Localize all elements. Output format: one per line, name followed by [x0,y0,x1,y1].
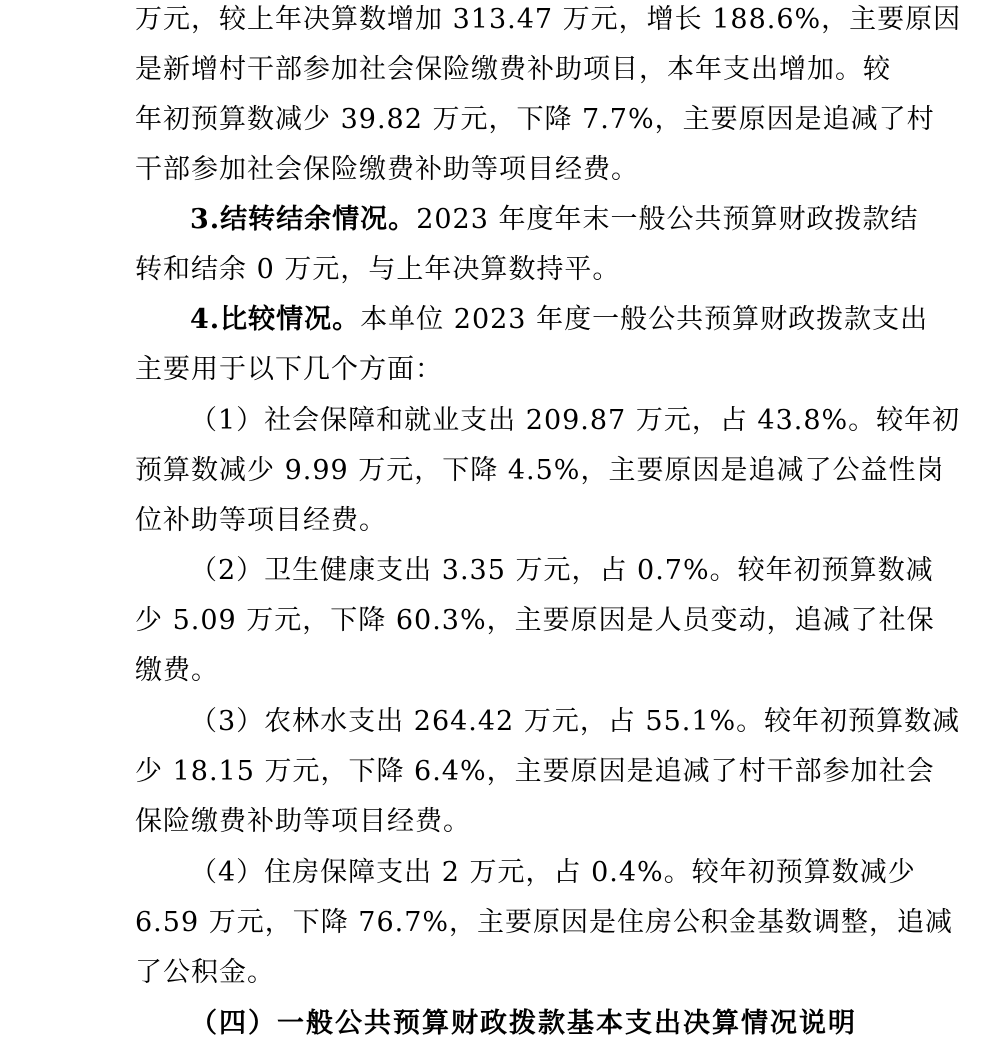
paragraph-line: 是新增村干部参加社会保险缴费补助项目，本年支出增加。较 [135,54,891,85]
paragraph-line: 6.59 万元，下降 76.7%，主要原因是住房公积金基数调整，追减 [135,907,954,938]
paragraph-line: 了公积金。 [135,957,275,988]
paragraph-lead: 4.比较情况。 [190,304,361,335]
paragraph-text: 本单位 2023 年度一般公共预算财政拨款支出 [360,304,929,335]
paragraph-line: 主要用于以下几个方面： [135,354,443,385]
paragraph-text: 2023 年度年末一般公共预算财政拨款结 [416,204,919,235]
paragraph-line: 年初预算数减少 39.82 万元，下降 7.7%，主要原因是追减了村 [135,104,935,135]
paragraph-line: 转和结余 0 万元，与上年决算数持平。 [135,254,621,285]
paragraph-line: 少 5.09 万元，下降 60.3%，主要原因是人员变动，追减了社保 [135,605,935,636]
paragraph-line: 干部参加社会保险缴费补助等项目经费。 [135,154,639,185]
paragraph-line: （2）卫生健康支出 3.35 万元，占 0.7%。较年初预算数减 [190,555,934,586]
paragraph-line: 保险缴费补助等项目经费。 [135,806,471,837]
paragraph-line: 位补助等项目经费。 [135,505,387,536]
paragraph-line: 缴费。 [135,655,219,686]
paragraph-line: （1）社会保障和就业支出 209.87 万元，占 43.8%。较年初 [190,405,961,436]
paragraph-line [190,294,929,345]
paragraph-line: 万元，较上年决算数增加 313.47 万元，增长 188.6%，主要原因 [135,4,962,35]
paragraph-line: （4）住房保障支出 2 万元，占 0.4%。较年初预算数减少 [190,857,916,888]
paragraph-line: （3）农林水支出 264.42 万元，占 55.1%。较年初预算数减 [190,706,961,737]
paragraph-lead: 3.结转结余情况。 [190,204,417,235]
paragraph-line: 预算数减少 9.99 万元，下降 4.5%，主要原因是追减了公益性岗 [135,455,945,486]
paragraph-line: 少 18.15 万元，下降 6.4%，主要原因是追减了村干部参加社会 [135,756,935,787]
paragraph-line [190,194,919,245]
section-heading: （四）一般公共预算财政拨款基本支出决算情况说明 [190,1008,857,1039]
